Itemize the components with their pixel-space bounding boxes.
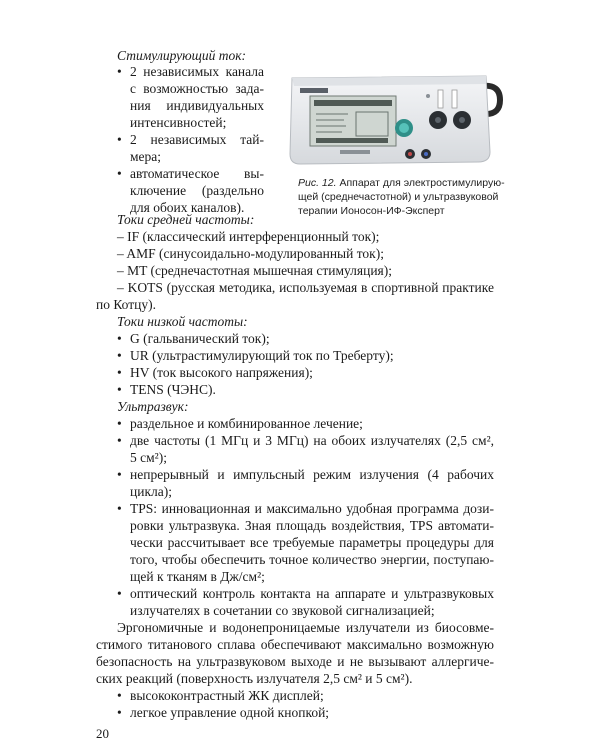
us-item-3-line-1: непрерывный и импульсный режим излучения (4 рабочих — [130, 467, 494, 482]
bullet-marker: • — [117, 501, 122, 516]
figure-caption — [298, 176, 534, 218]
mid-line-2: – AMF (синусоидально-модулированный ток); — [117, 246, 384, 261]
stim-item-3-line-2: ключение (раздельно — [130, 183, 264, 198]
mid-line-5: по Котцу). — [96, 297, 156, 312]
stim-item-1-line-3: ния индивидуальных — [130, 98, 264, 113]
level-indicator-right — [452, 90, 457, 108]
para-line-1: Эргономичные и водонепроницаемые излучатели из биосовме- — [117, 620, 494, 635]
us-item-5-line-2: излучателях в сочетании со звуковой сигнализацией; — [130, 603, 435, 618]
device-photo — [286, 56, 508, 170]
lcd-title-bar — [314, 100, 392, 106]
low-item-4: TENS (ЧЭНС). — [130, 382, 216, 397]
caption-line-1: Аппарат для электростимулирую- — [336, 177, 505, 189]
stim-item-1-line-1: 2 независимых канала — [130, 64, 264, 79]
heading-stim: Стимулирующий ток: — [117, 48, 247, 63]
bullet-marker: • — [117, 705, 122, 720]
final-item-2: легкое управление одной кнопкой; — [130, 705, 330, 720]
stim-item-3-line-3: для обоих каналов). — [130, 200, 245, 215]
bullet-marker: • — [117, 586, 122, 601]
model-plate — [340, 150, 370, 154]
mid-line-4: – KOTS (русская методика, используемая в спортивной практике — [117, 280, 494, 295]
heading-ultrasound: Ультразвук: — [117, 399, 189, 414]
bullet-marker: • — [117, 365, 122, 380]
level-indicator-left — [438, 90, 443, 108]
bullet-marker: • — [117, 467, 122, 482]
mid-line-3: – MT (среднечастотная мышечная стимуляция); — [117, 263, 392, 278]
stim-item-1-line-2: с возможностью зада- — [130, 81, 264, 96]
stim-item-2-line-2: мера; — [130, 149, 162, 164]
mid-line-1: – IF (классический интерференционный ток); — [117, 229, 380, 244]
brand-label — [300, 88, 328, 93]
low-item-2: UR (ультрастимулирующий ток по Треберту); — [130, 348, 394, 363]
caption-line-2: щей (среднечастотной) и ультразвуковой — [298, 191, 499, 203]
us-item-4-line-1: TPS: инновационная и максимально удобная программа дози- — [130, 501, 494, 516]
stim-item-1-line-4: интенсивностей; — [130, 115, 227, 130]
low-item-3: HV (ток высокого напряжения); — [130, 365, 313, 380]
page-number: 20 — [96, 726, 109, 741]
bullet-marker: • — [117, 331, 122, 346]
us-item-2-line-1: две частоты (1 МГц и 3 МГц) на обоих излучателях (2,5 см², — [130, 433, 494, 448]
us-item-5-line-1: оптический контроль контакта на аппарате и ультразвуковых — [130, 586, 494, 601]
para-line-4: ских реакций (поверхность излучателя 2,5 см² и 5 см²). — [96, 671, 413, 686]
bullet-marker: • — [117, 166, 122, 181]
stim-item-2-line-1: 2 независимых тай- — [130, 132, 264, 147]
caption-line-3: терапии Ионосон-ИФ-Эксперт — [298, 205, 445, 217]
heading-mid-freq: Токи средней частоты: — [117, 212, 255, 227]
heading-low-freq: Токи низкой частоты: — [117, 314, 248, 329]
figure-label: Рис. 12. — [298, 177, 337, 189]
bullet-marker: • — [117, 382, 122, 397]
us-item-3-line-2: цикла); — [130, 484, 172, 499]
bullet-marker: • — [117, 688, 122, 703]
bullet-marker: • — [117, 348, 122, 363]
us-item-4-line-4: того, чтобы обеспечить точное количество энергии, поступаю- — [130, 552, 494, 567]
us-item-2-line-2: 5 см²); — [130, 450, 167, 465]
para-line-2: стимого титанового сплава обеспечивают максимально возможную — [96, 637, 494, 652]
us-item-4-line-2: ровки ультразвука. Зная площадь воздействия, TPS автомати- — [130, 518, 494, 533]
us-item-4-line-5: щей к тканям в Дж/см²; — [130, 569, 265, 584]
bullet-marker: • — [117, 433, 122, 448]
bullet-marker: • — [117, 64, 122, 79]
bullet-marker: • — [117, 416, 122, 431]
final-item-1: высококонтрастный ЖК дисплей; — [130, 688, 324, 703]
low-item-1: G (гальванический ток); — [130, 331, 270, 346]
stim-item-3-line-1: автоматическое вы- — [130, 166, 264, 181]
para-line-3: безопасность на ультразвуковом выходе и не вызывают аллергиче- — [96, 654, 494, 669]
us-item-4-line-3: чески рассчитывает все требуемые параметры процедуры для — [130, 535, 494, 550]
bullet-marker: • — [117, 132, 122, 147]
us-item-1-line-1: раздельное и комбинированное лечение; — [130, 416, 363, 431]
